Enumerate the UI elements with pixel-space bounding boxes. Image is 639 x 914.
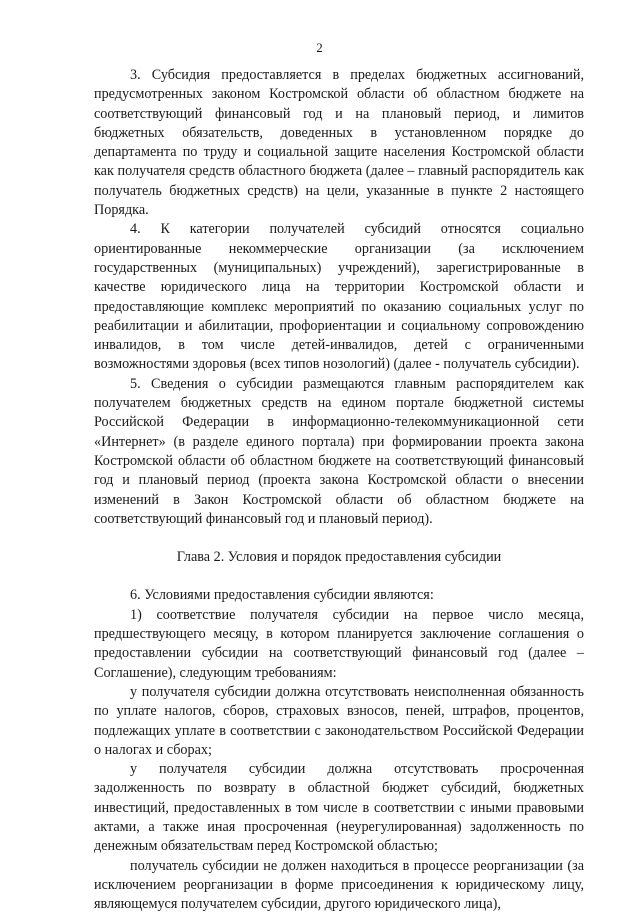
paragraph-6-1: 1) соответствие получателя субсидии на первое число месяца, предшествующего месяцу, в котором планируется заключение соглашения о предоставлении субсидии на соответствующий финансовый год (далее – Соглашение), следующим требованиям:	[94, 606, 584, 681]
paragraph-4: 4. К категории получателей субсидий относятся социально ориентированные некоммерческие организации (за исключением государственных (муниципальных) учреждений), зарегистрированные в качестве юридического лица на территории Костромской области и предоставляющие комплекс мероприятий по оказанию социальных услуг по реабилитации и абилитации, профориентации и социальному сопровождению инвалидов, в том числе детей-инвалидов, детей с ограниченными возможностями здоровья (всех типов нозологий) (далее - получатель субсидии).	[94, 221, 584, 373]
requirement-taxes: у получателя субсидии должна отсутствовать неисполненная обязанность по уплате налогов, сборов, страховых взносов, пеней, штрафов, процентов, подлежащих уплате в соответствии с законодательством Российской Федерации о налогах и сборах;	[94, 683, 584, 758]
page-number: 2	[316, 40, 323, 55]
document-body	[94, 66, 584, 914]
chapter-heading: Глава 2. Условия и порядок предоставления субсидии	[176, 549, 502, 566]
paragraph-6: 6. Условиями предоставления субсидии являются:	[130, 587, 434, 604]
paragraph-5: 5. Сведения о субсидии размещаются главным распорядителем как получателем бюджетных средств на едином портале бюджетной системы Российской Федерации в информационно-телекоммуникационной сети «Интернет» (в разделе единого портала) при формировании проекта закона Костромской области об областном бюджете на соответствующий финансовый год и плановый период (проекта закона Костромской области о внесении изменений в Закон Костромской области об областном бюджете на соответствующий финансовый год и плановый период).	[94, 375, 584, 527]
requirement-debt: у получателя субсидии должна отсутствовать просроченная задолженность по возврату в областной бюджет субсидий, бюджетных инвестиций, предоставленных в том числе в соответствии с иными правовыми актами, а также иная просроченная (неурегулированная) задолженность по денежным обязательствам перед Костромской областью;	[94, 761, 584, 855]
paragraph-3: 3. Субсидия предоставляется в пределах бюджетных ассигнований, предусмотренных законом Костромской области об областном бюджете на соответствующий финансовый год и на плановый период, и лимитов бюджетных обязательств, доведенных в установленном порядке до департамента по труду и социальной защите населения Костромской области как получателя средств областного бюджета (далее – главный распорядитель как получатель бюджетных средств) на цели, указанные в пункте 2 настоящего Порядка.	[94, 67, 584, 219]
requirement-reorganization: получатель субсидии не должен находиться в процессе реорганизации (за исключением реорганизации в форме присоединения к юридическому лицу, являющемуся получателем субсидии, другого юридического лица),	[94, 857, 584, 913]
